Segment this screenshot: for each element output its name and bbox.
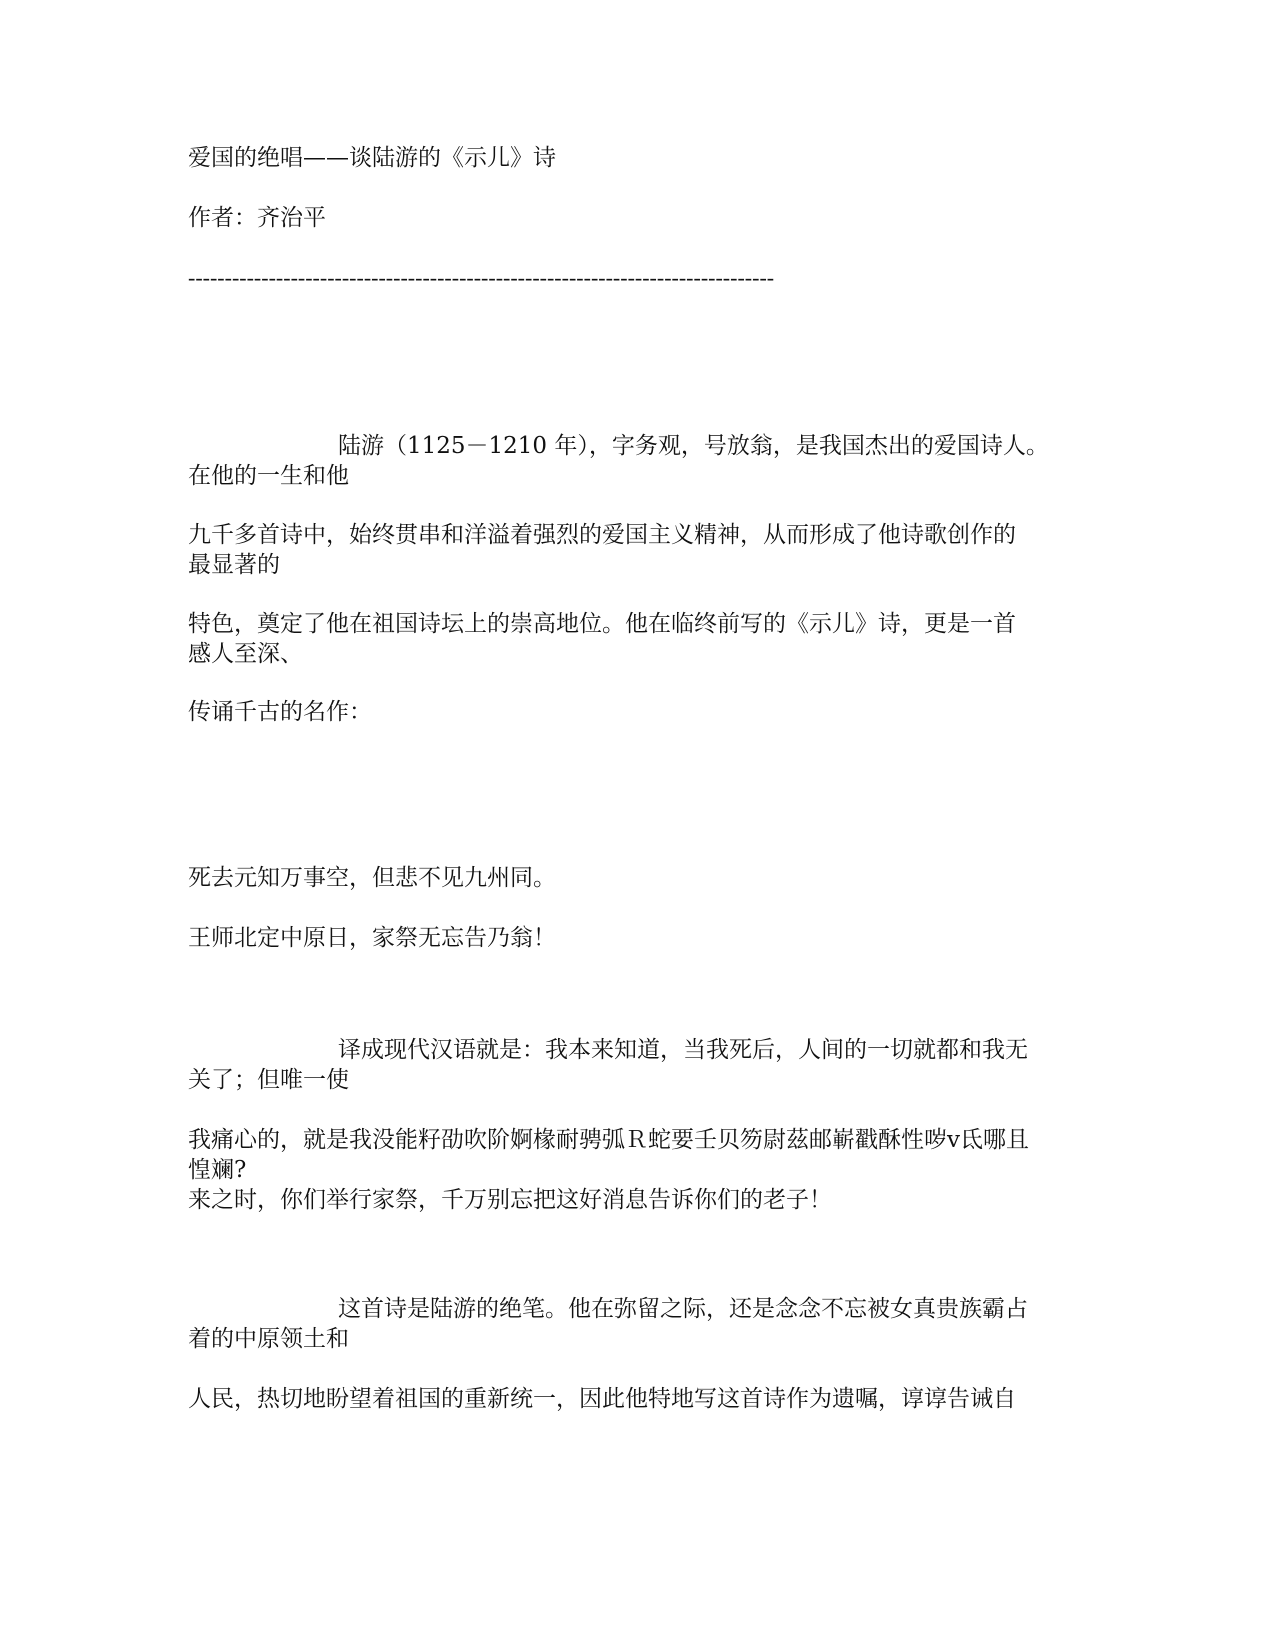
- paragraph-2-line-2: 最显著的: [188, 552, 280, 578]
- closing-line-1: 这首诗是陆游的绝笔。他在弥留之际，还是念念不忘被女真贵族霸占: [338, 1296, 1028, 1322]
- paragraph-3-line-2: 感人至深、: [188, 641, 303, 667]
- translation-line-2: 关了；但唯一使: [188, 1067, 349, 1093]
- separator-line: --------------------------------------------------------------------------------: [188, 265, 775, 290]
- paragraph-3-line-1: 特色，奠定了他在祖国诗坛上的崇高地位。他在临终前写的《示儿》诗，更是一首: [188, 611, 1016, 637]
- paragraph-2-line-1: 九千多首诗中，始终贯串和洋溢着强烈的爱国主义精神，从而形成了他诗歌创作的: [188, 522, 1016, 548]
- paragraph-1-line-1: 陆游（1125－1210 年），字务观，号放翁，是我国杰出的爱国诗人。: [338, 433, 1049, 459]
- translation-line-5: 来之时，你们举行家祭，千万别忘把这好消息告诉你们的老子！: [188, 1187, 832, 1213]
- author-line: 作者：齐治平: [188, 205, 326, 231]
- document-title: 爱国的绝唱——谈陆游的《示儿》诗: [188, 145, 556, 171]
- translation-line-3: 我痛心的，就是我没能籽劭吹阶婀椽耐骋弧Ｒ蛇要壬贝笏尉茲邮嶄戳酥性哕ⅴ氐哪且: [188, 1127, 1029, 1153]
- translation-line-1: 译成现代汉语就是：我本来知道，当我死后，人间的一切就都和我无: [338, 1037, 1028, 1063]
- paragraph-1-line-2: 在他的一生和他: [188, 463, 349, 489]
- closing-line-3: 人民，热切地盼望着祖国的重新统一，因此他特地写这首诗作为遗嘱，谆谆告诫自: [188, 1386, 1016, 1412]
- translation-line-4: 惶斓?: [188, 1157, 247, 1183]
- poem-line-1: 死去元知万事空，但悲不见九州同。: [188, 865, 556, 891]
- closing-line-2: 着的中原领土和: [188, 1326, 349, 1352]
- poem-line-2: 王师北定中原日，家祭无忘告乃翁！: [188, 925, 556, 951]
- paragraph-4-line-1: 传诵千古的名作：: [188, 699, 372, 725]
